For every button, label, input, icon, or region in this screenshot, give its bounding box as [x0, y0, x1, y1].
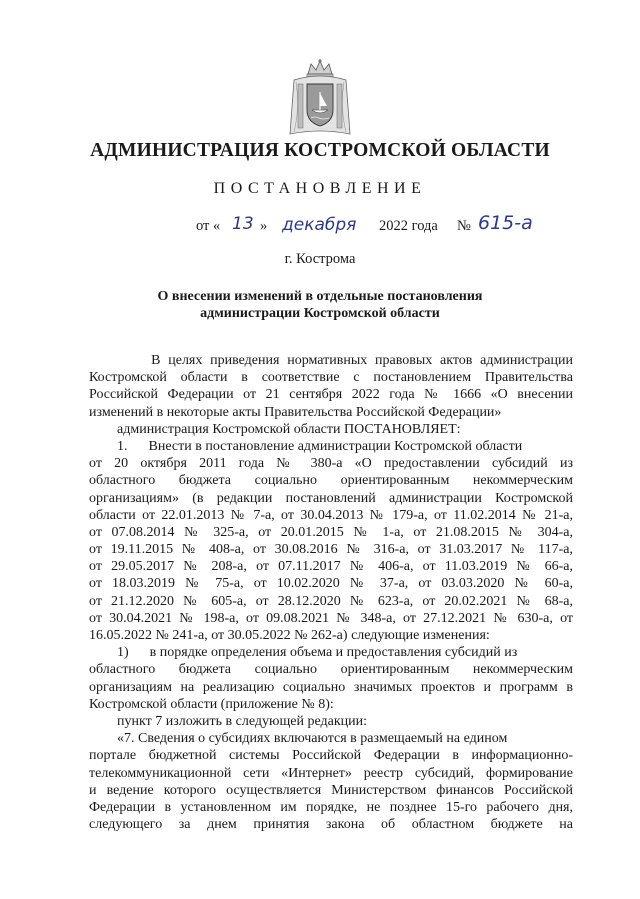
date-month-handwritten: декабря: [282, 215, 357, 235]
body-line: организациям» (в редакции постановлений администрации Костромской: [89, 490, 573, 506]
body-line: Федерации в установленном им порядке, не позднее 15-го рабочего дня,: [89, 799, 573, 815]
body-line: 1) в порядке определения объема и предоставления субсидий из: [89, 645, 518, 661]
body-line: администрация Костромской области ПОСТАНОВЛЯЕТ:: [89, 421, 461, 437]
organization-title: АДМИНИСТРАЦИЯ КОСТРОМСКОЙ ОБЛАСТИ: [90, 140, 550, 161]
body-line: Костромской области в соответствие с постановлением Правительства: [89, 370, 573, 386]
body-line: от 20 октября 2011 года № 380-а «О предоставлении субсидий из: [89, 456, 573, 472]
body-line: и ведение которого осуществляется Министерством финансов Российской: [89, 782, 573, 798]
body-line: 16.05.2022 № 241-а, от 30.05.2022 № 262-а) следующие изменения:: [89, 628, 490, 643]
body-line: областного бюджета социально ориентированным некоммерческим: [89, 662, 573, 678]
date-prefix: от «: [196, 218, 221, 234]
body-line: организациям на реализацию социально значимых проектов и программ в: [89, 679, 573, 695]
subject-line-1: О внесении изменений в отдельные постановления: [157, 289, 483, 304]
date-mid: »: [260, 218, 268, 234]
body-line: телекоммуникационной сети «Интернет» реестр субсидий, формирование: [89, 765, 573, 781]
date-number-line: [0, 214, 640, 244]
body-line: от 30.04.2021 № 198-а, от 09.08.2021 № 348-а, от 27.12.2021 № 630-а, от: [89, 610, 573, 626]
body-line: от 07.08.2014 № 325-а, от 20.01.2015 № 1-а, от 21.08.2015 № 304-а,: [89, 524, 573, 540]
coat-of-arms-emblem: [286, 58, 354, 138]
body-line: Российской Федерации от 21 сентября 2022 года № 1666 «О внесении: [89, 387, 573, 403]
body-line: «7. Сведения о субсидиях включаются в размещаемый на едином: [89, 731, 508, 747]
body-line: от 19.11.2015 № 408-а, от 30.08.2016 № 316-а, от 31.03.2017 № 117-а,: [89, 542, 573, 558]
body-line: следующего за днем принятия закона об областном бюджете на: [89, 817, 573, 833]
number-sign: №: [457, 218, 471, 234]
date-year: 2022 года: [379, 218, 438, 234]
body-line: портале бюджетной системы Российской Федерации в информационно-: [89, 748, 573, 764]
body-line: от 18.03.2019 № 75-а, от 10.02.2020 № 37-а, от 03.03.2020 № 60-а,: [89, 576, 573, 592]
city: г. Кострома: [284, 251, 356, 267]
document-type: ПОСТАНОВЛЕНИЕ: [213, 180, 427, 197]
body-line: изменений в некоторые акты Правительства Российской Федерации»: [89, 404, 502, 420]
body-line: Костромской области (приложение № 8):: [89, 696, 334, 712]
body-line: от 21.12.2020 № 605-а, от 28.12.2020 № 623-а, от 20.02.2021 № 68-а,: [89, 593, 573, 609]
body-line: области от 22.01.2013 № 7-а, от 30.04.2013 № 179-а, от 11.02.2014 № 21-а,: [89, 507, 573, 523]
date-day-handwritten: 13: [232, 214, 254, 234]
subject-line-2: администрации Костромской области: [200, 306, 440, 321]
document-subject: [0, 288, 640, 322]
document-body: [89, 352, 573, 833]
body-line: областного бюджета социально ориентированным некоммерческим: [89, 473, 573, 489]
body-line: В целях приведения нормативных правовых актов администрации: [89, 353, 573, 368]
body-line: 1. Внести в постановление администрации Костромской области: [89, 438, 523, 454]
document-number-handwritten: 615-а: [478, 212, 533, 234]
body-line: от 29.05.2017 № 208-а, от 07.11.2017 № 406-а, от 11.03.2019 № 66-а,: [89, 559, 573, 575]
body-line: пункт 7 изложить в следующей редакции:: [89, 713, 367, 729]
